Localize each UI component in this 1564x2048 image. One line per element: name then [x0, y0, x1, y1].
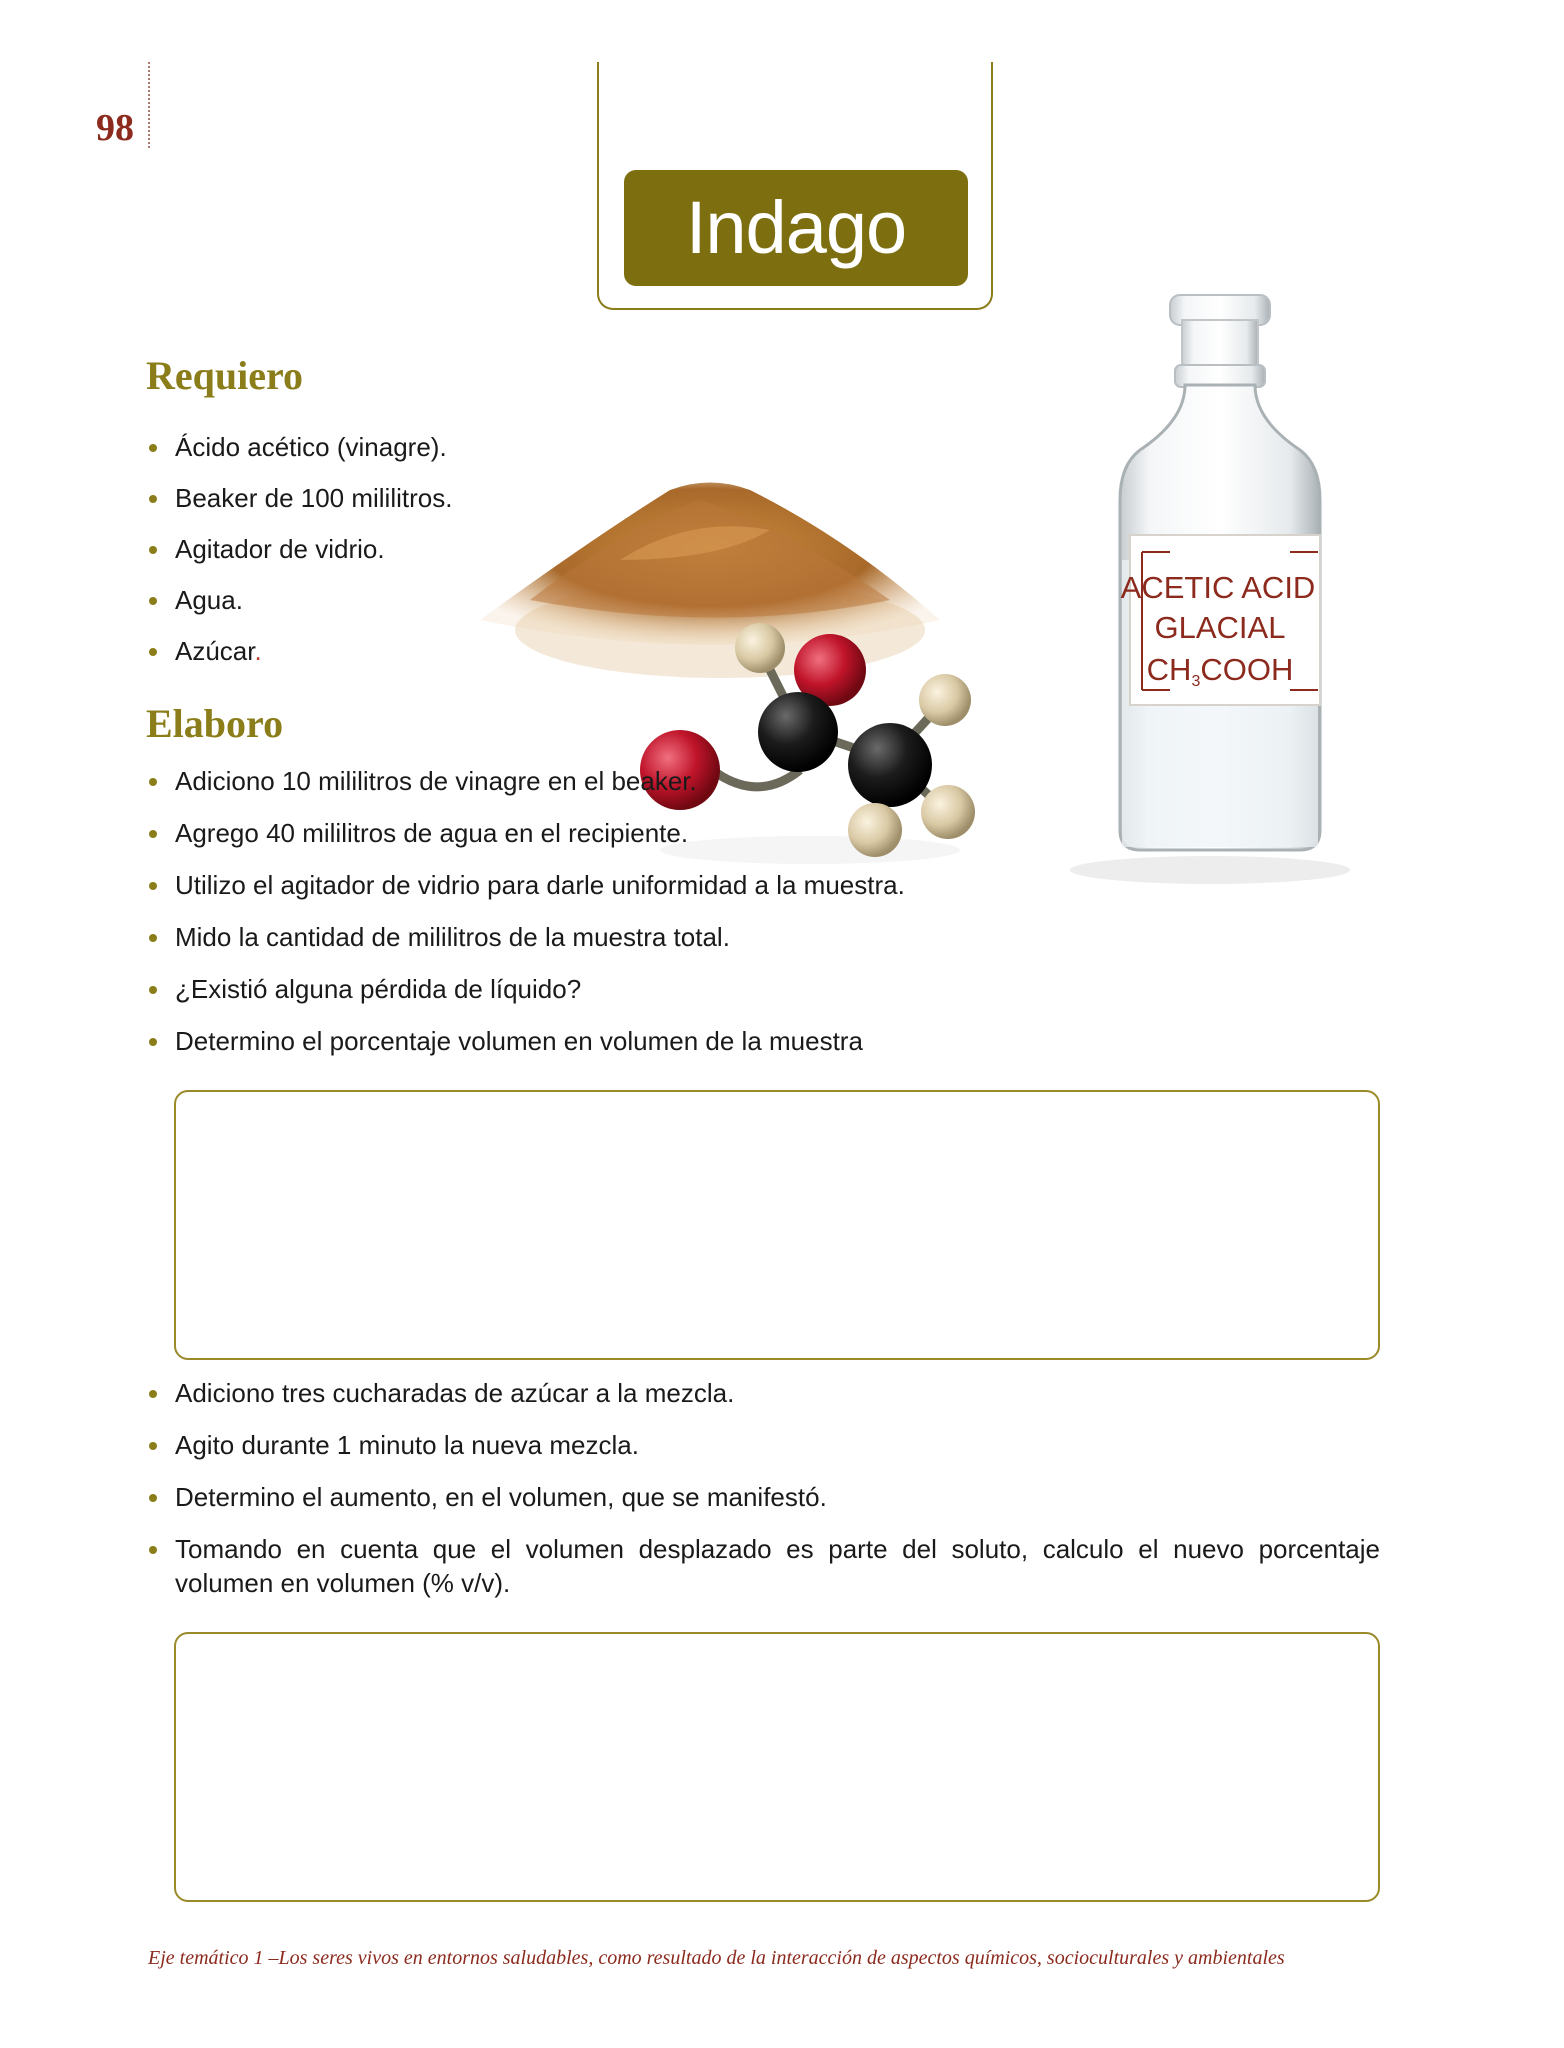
list-item: Agito durante 1 minuto la nueva mezcla. — [146, 1428, 1380, 1462]
list-item: Adiciono 10 mililitros de vinagre en el beaker. — [146, 764, 1386, 798]
list-item-text: Azúcar — [175, 636, 255, 666]
page-number: 98 — [96, 107, 134, 149]
list-item — [146, 634, 706, 668]
footer-caption: Eje temático 1 –Los seres vivos en entornos saludables, como resultado de la interacción de aspectos químicos, socioculturales y ambientales — [148, 1947, 1285, 1969]
list-item: Beaker de 100 mililitros. — [146, 481, 706, 515]
list-item: Mido la cantidad de mililitros de la muestra total. — [146, 920, 1386, 954]
procedure-list-continued — [146, 1376, 1380, 1600]
section-tab-title: Indago — [624, 170, 968, 286]
list-item: Utilizo el agitador de vidrio para darle uniformidad a la muestra. — [146, 868, 1386, 902]
answer-box-1[interactable] — [174, 1090, 1380, 1360]
bottle-label-formula-a: CH — [1146, 652, 1192, 687]
bottle-label-formula-sub: 3 — [1191, 673, 1201, 690]
list-item: Agrego 40 mililitros de agua en el recipiente. — [146, 816, 1386, 850]
list-item: Adiciono tres cucharadas de azúcar a la mezcla. — [146, 1376, 1380, 1410]
list-item: Tomando en cuenta que el volumen desplazado es parte del soluto, calculo el nuevo porcentaje volumen en volumen (% v/v). — [146, 1532, 1380, 1600]
list-item: ¿Existió alguna pérdida de líquido? — [146, 972, 1386, 1006]
materials-list — [146, 430, 706, 668]
elaboro-heading: Elaboro — [146, 701, 284, 746]
answer-box-2[interactable] — [174, 1632, 1380, 1902]
page-number-divider — [148, 62, 150, 148]
list-item: Ácido acético (vinagre). — [146, 430, 706, 464]
list-item: Determino el aumento, en el volumen, que se manifestó. — [146, 1480, 1380, 1514]
bottle-label-formula-b: COOH — [1200, 652, 1294, 687]
bottle-label-line-2: GLACIAL — [1154, 610, 1286, 645]
procedure-list — [146, 764, 1386, 1058]
bottle-label-line-1: ACETIC ACID — [1120, 570, 1316, 605]
list-item-punct: . — [254, 636, 262, 666]
list-item: Agitador de vidrio. — [146, 532, 706, 566]
svg-text:CH3COOH — [1147, 652, 1294, 690]
list-item: Agua. — [146, 583, 706, 617]
list-item: Determino el porcentaje volumen en volumen de la muestra — [146, 1024, 1386, 1058]
requiero-heading: Requiero — [146, 353, 304, 398]
